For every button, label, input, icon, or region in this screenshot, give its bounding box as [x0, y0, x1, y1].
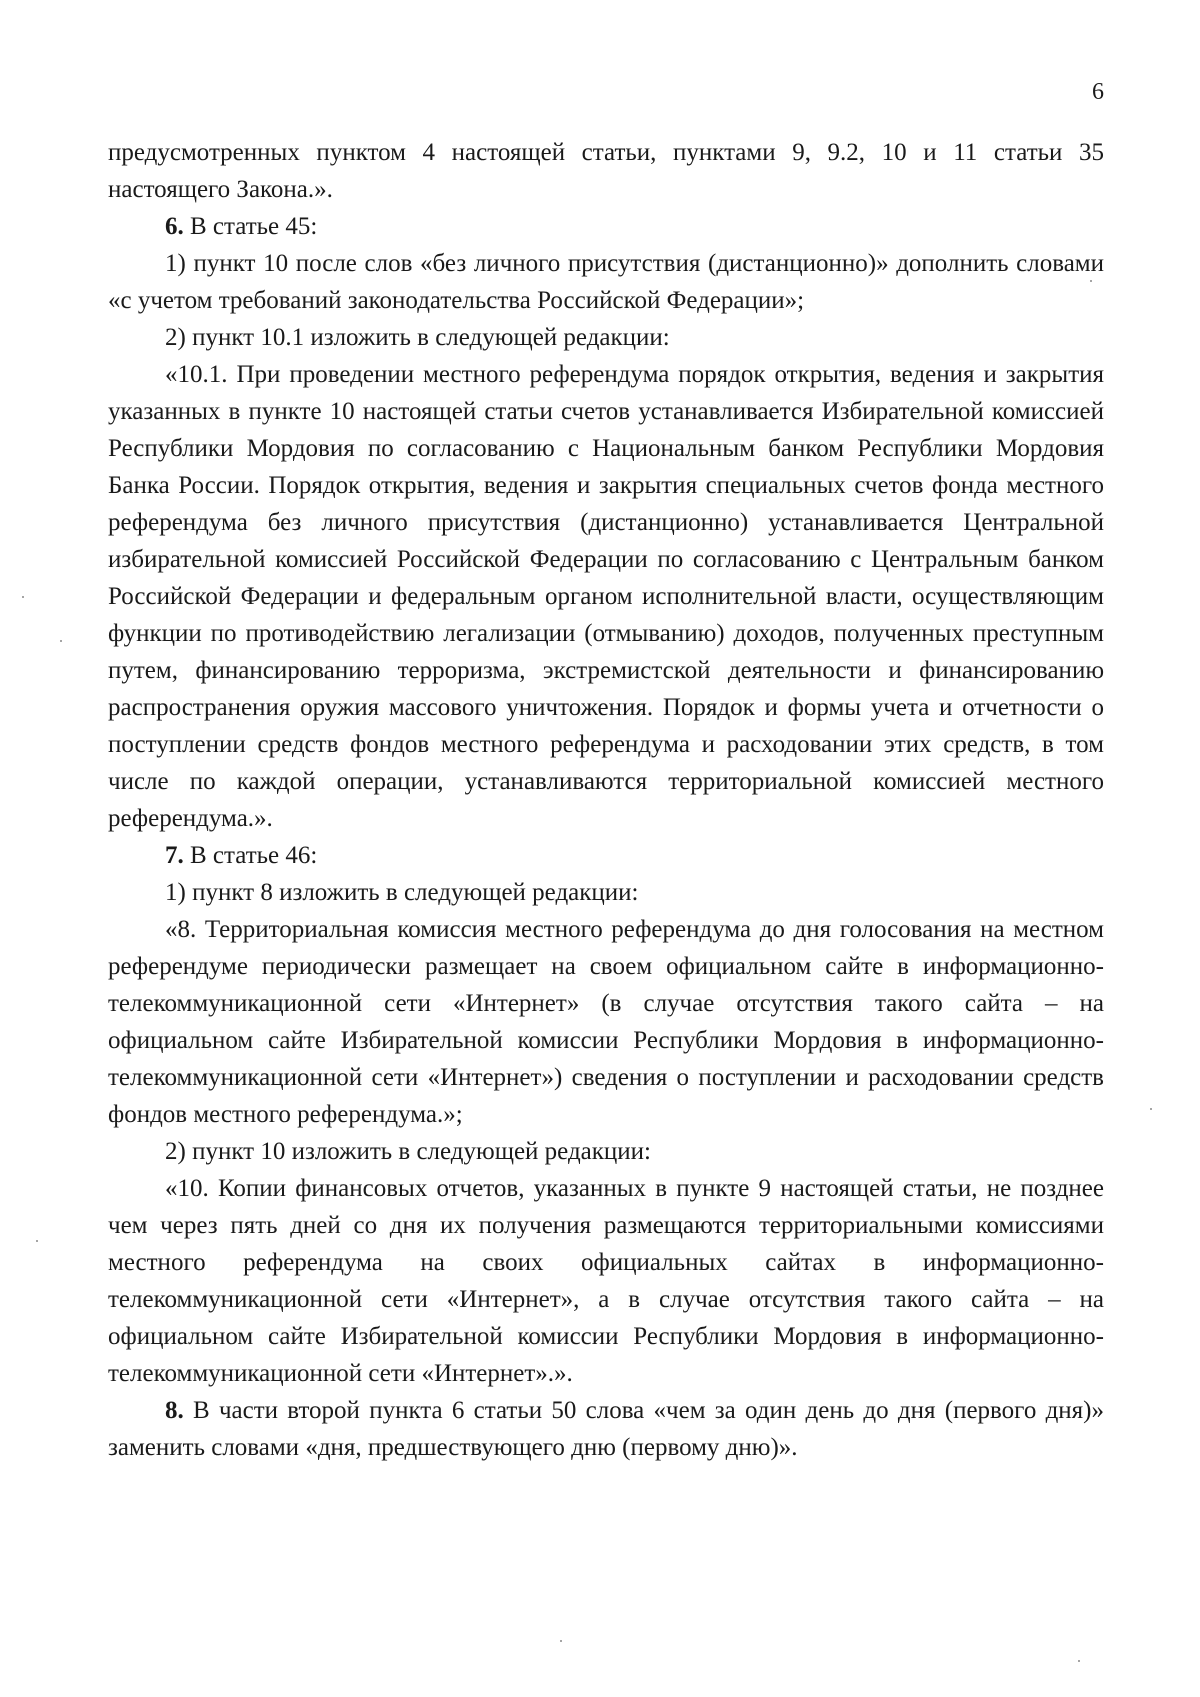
paragraph-item-7-heading	[108, 837, 1104, 874]
paragraph-text: В части второй пункта 6 статьи 50 слова «чем за один день до дня (первого дня)» заменить словами «дня, предшествующего дню (первому дню)».	[108, 1397, 1104, 1461]
paragraph-text: 1) пункт 10 после слов «без личного присутствия (дистанционно)» дополнить словами «с учетом требований законодательства Российской Федерации»;	[108, 250, 1104, 314]
paragraph-subitem	[108, 874, 1104, 911]
document-body	[108, 134, 1104, 1466]
paragraph-text: предусмотренных пунктом 4 настоящей статьи, пунктами 9, 9.2, 10 и 11 статьи 35 настоящего Закона.».	[108, 139, 1104, 203]
scan-speck	[1150, 1108, 1152, 1110]
paragraph-text: «10.1. При проведении местного референдума порядок открытия, ведения и закрытия указанных в пункте 10 настоящей статьи счетов устанавливается Избирательной комиссией Республики Мордовия по согласованию с Национальным банком Республики Мордовия Банка России. Порядок открытия, ведения и закрытия специальных счетов фонда местного референдума без личного присутствия (дистанционно) устанавливается Центральной избирательной комиссией Российской Федерации по согласованию с Центральным банком Российской Федерации и федеральным органом исполнительной власти, осуществляющим функции по противодействию легализации (отмыванию) доходов, полученных преступным путем, финансированию терроризма, экстремистской деятельности и финансированию распространения оружия массового уничтожения. Порядок и формы учета и отчетности о поступлении средств фондов местного референдума и расходовании этих средств, в том числе по каждой операции, устанавливаются территориальной комиссией местного референдума.».	[108, 361, 1104, 832]
paragraph-quoted-text	[108, 356, 1104, 837]
page-number: 6	[1092, 79, 1104, 105]
paragraph-item-6-heading	[108, 208, 1104, 245]
paragraph-subitem	[108, 245, 1104, 319]
item-number: 6.	[165, 213, 184, 240]
scan-speck	[36, 1240, 38, 1242]
paragraph-item-8	[108, 1392, 1104, 1466]
scan-speck	[60, 640, 62, 642]
paragraph-text: «8. Территориальная комиссия местного референдума до дня голосования на местном референдуме периодически размещает на своем официальном сайте в информационно-телекоммуникационной сети «Интернет» (в случае отсутствия такого сайта – на официальном сайте Избирательной комиссии Республики Мордовия в информационно-телекоммуникационной сети «Интернет») сведения о поступлении и расходовании средств фондов местного референдума.»;	[108, 916, 1104, 1128]
paragraph-text: В статье 46:	[183, 842, 318, 869]
scan-speck	[22, 596, 24, 598]
paragraph-quoted-text	[108, 911, 1104, 1133]
item-number: 8.	[165, 1397, 184, 1424]
scan-speck	[560, 1640, 562, 1642]
paragraph-text: В статье 45:	[183, 213, 318, 240]
item-number: 7.	[165, 842, 184, 869]
paragraph-continuation	[108, 134, 1104, 208]
paragraph-text: «10. Копии финансовых отчетов, указанных в пункте 9 настоящей статьи, не позднее чем через пять дней со дня их получения размещаются территориальными комиссиями местного референдума на своих официальных сайтах в информационно-телекоммуникационной сети «Интернет», а в случае отсутствия такого сайта – на официальном сайте Избирательной комиссии Республики Мордовия в информационно-телекоммуникационной сети «Интернет».».	[108, 1175, 1104, 1387]
paragraph-subitem	[108, 1133, 1104, 1170]
scan-speck	[1078, 1660, 1080, 1662]
paragraph-text: 2) пункт 10.1 изложить в следующей редакции:	[165, 324, 670, 351]
paragraph-text: 2) пункт 10 изложить в следующей редакции:	[165, 1138, 651, 1165]
scan-speck	[1090, 280, 1092, 282]
paragraph-text: 1) пункт 8 изложить в следующей редакции:	[165, 879, 639, 906]
paragraph-quoted-text	[108, 1170, 1104, 1392]
paragraph-subitem	[108, 319, 1104, 356]
